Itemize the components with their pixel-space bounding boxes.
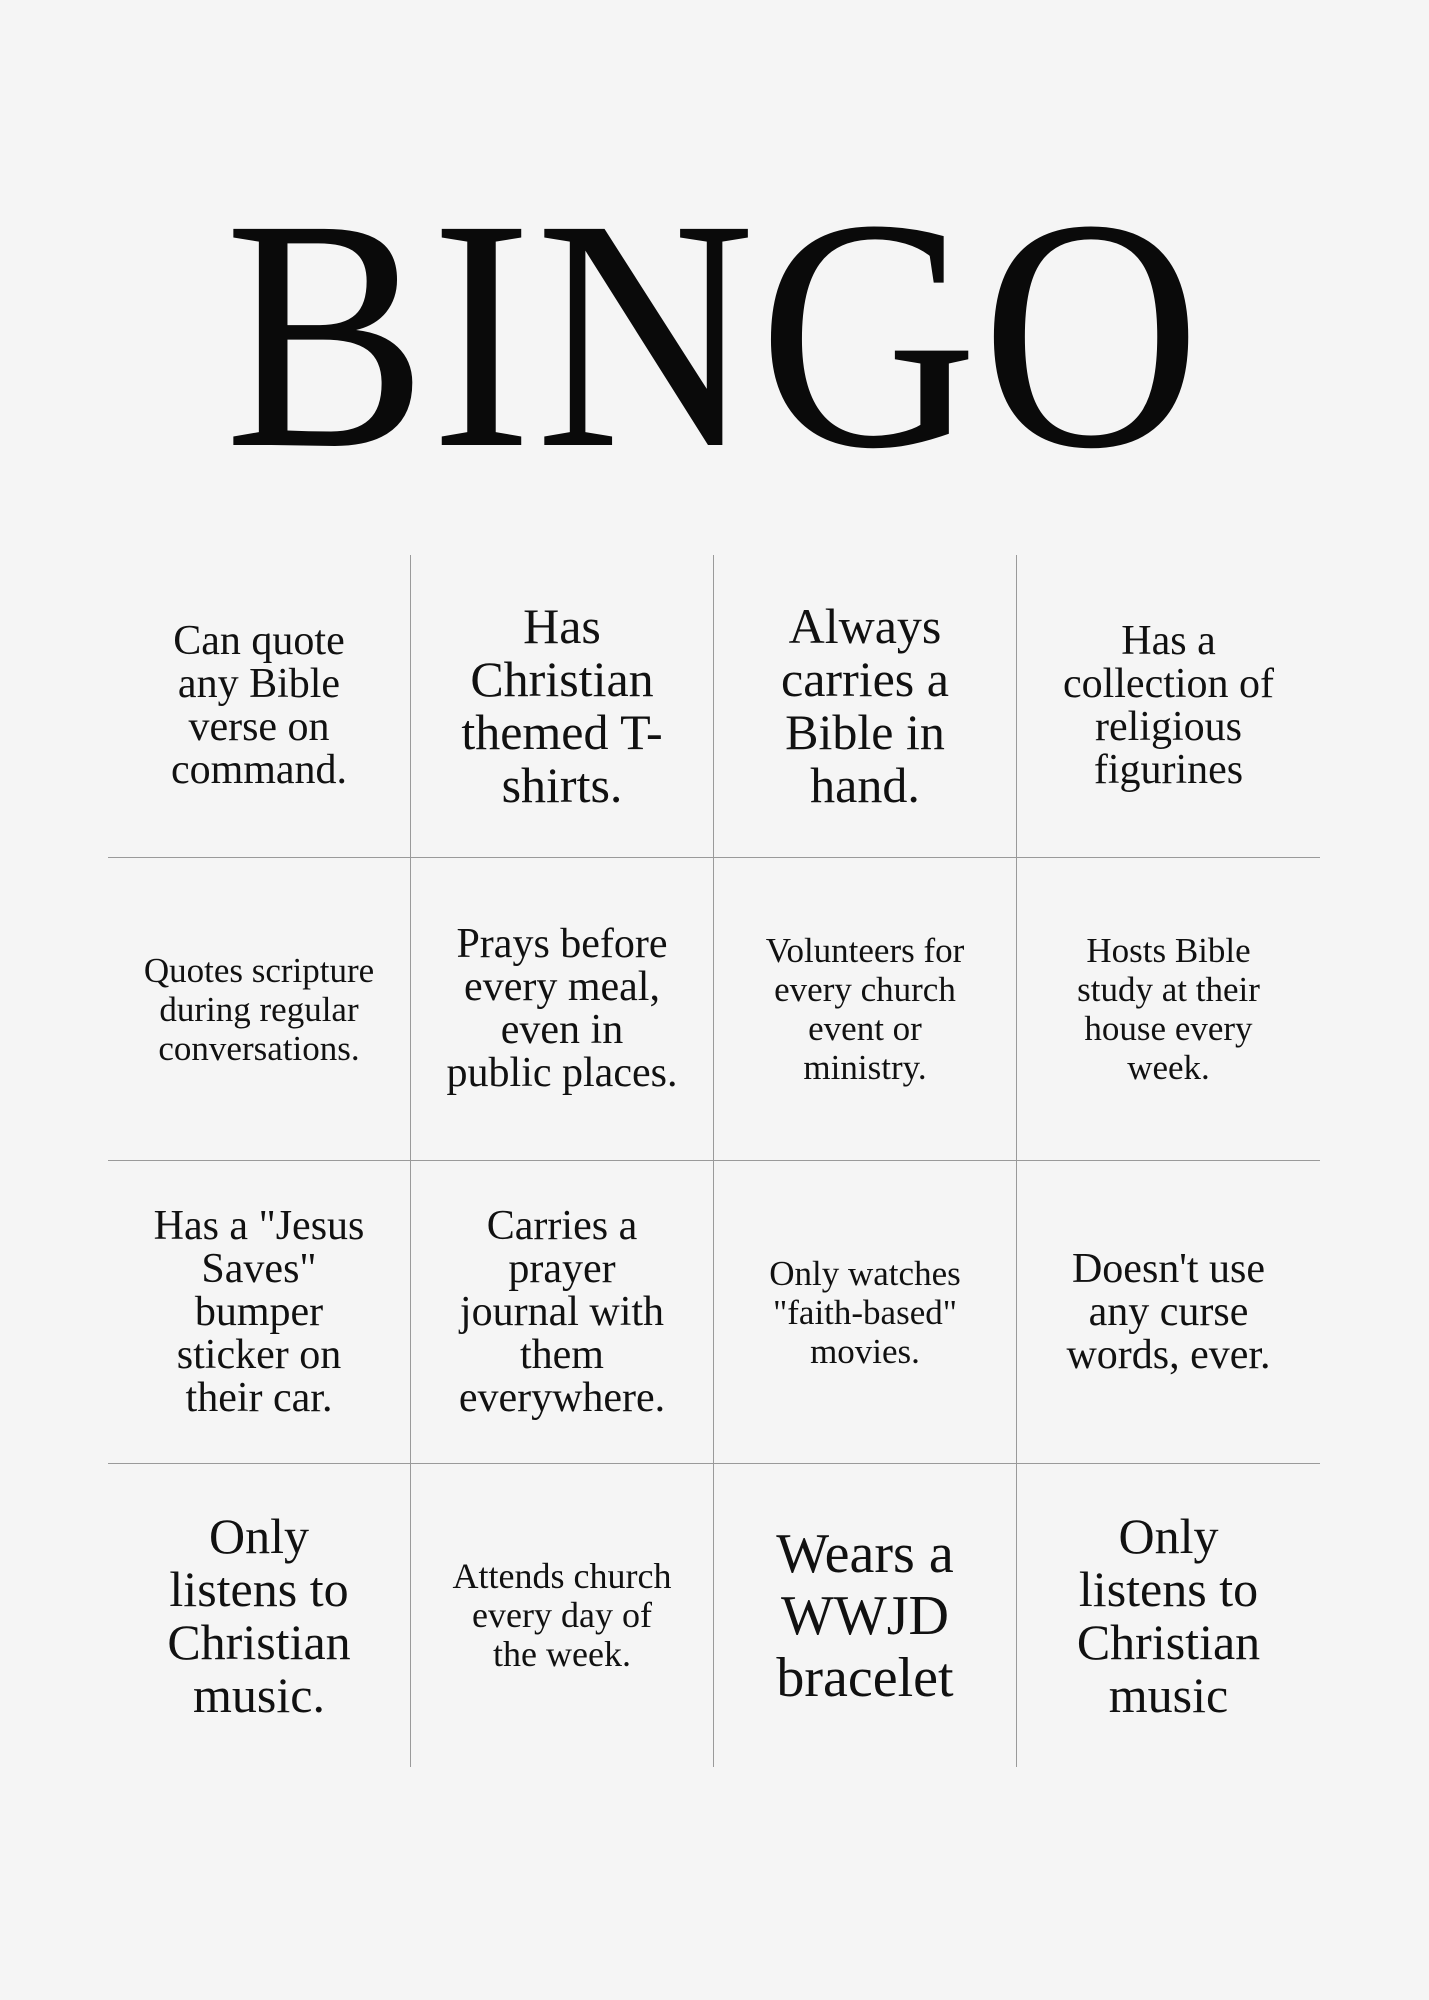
bingo-cell-text: Has a collection of religious figurines — [1062, 618, 1275, 793]
bingo-cell-text: Only watches "faith-based" movies. — [769, 1253, 961, 1371]
bingo-cell-text: Volunteers for every church event or ministry. — [765, 931, 965, 1087]
bingo-cell[interactable] — [411, 1161, 714, 1464]
bingo-cell-text: Only listens to Christian music. — [167, 1507, 351, 1723]
bingo-cell[interactable] — [714, 1464, 1017, 1767]
bingo-cell-text: Hosts Bible study at their house every week. — [1077, 931, 1260, 1087]
bingo-cell[interactable] — [108, 1161, 411, 1464]
bingo-cell[interactable] — [714, 858, 1017, 1161]
bingo-grid — [108, 555, 1320, 1767]
bingo-cell[interactable] — [1017, 1161, 1320, 1464]
bingo-cell[interactable] — [108, 1464, 411, 1767]
bingo-cell-text: Carries a prayer journal with them everywhere. — [458, 1202, 666, 1421]
bingo-cell[interactable] — [714, 555, 1017, 858]
bingo-cell-text: Attends church every day of the week. — [452, 1556, 672, 1674]
bingo-cell-text: Has Christian themed T-shirts. — [461, 598, 663, 813]
page-title: BINGO — [224, 152, 1205, 517]
bingo-cell[interactable] — [411, 1464, 714, 1767]
bingo-cell[interactable] — [1017, 1464, 1320, 1767]
bingo-cell[interactable] — [108, 858, 411, 1161]
bingo-cell-text: Doesn't use any curse words, ever. — [1066, 1245, 1271, 1378]
bingo-cell[interactable] — [1017, 858, 1320, 1161]
bingo-cell-text: Only listens to Christian music — [1076, 1507, 1261, 1723]
bingo-cell-text: Wears a WWJD bracelet — [776, 1522, 954, 1709]
bingo-cell[interactable] — [714, 1161, 1017, 1464]
bingo-cell[interactable] — [411, 555, 714, 858]
bingo-cell-text: Always carries a Bible in hand. — [781, 598, 949, 813]
bingo-cell[interactable] — [108, 555, 411, 858]
bingo-cell-text: Has a "Jesus Saves" bumper sticker on their car. — [153, 1202, 365, 1421]
bingo-cell-text: Quotes scripture during regular conversations. — [143, 950, 375, 1068]
bingo-cell-text: Prays before every meal, even in public places. — [446, 921, 678, 1096]
bingo-cell[interactable] — [1017, 555, 1320, 858]
bingo-cell-text: Can quote any Bible verse on command. — [170, 618, 348, 793]
bingo-cell[interactable] — [411, 858, 714, 1161]
